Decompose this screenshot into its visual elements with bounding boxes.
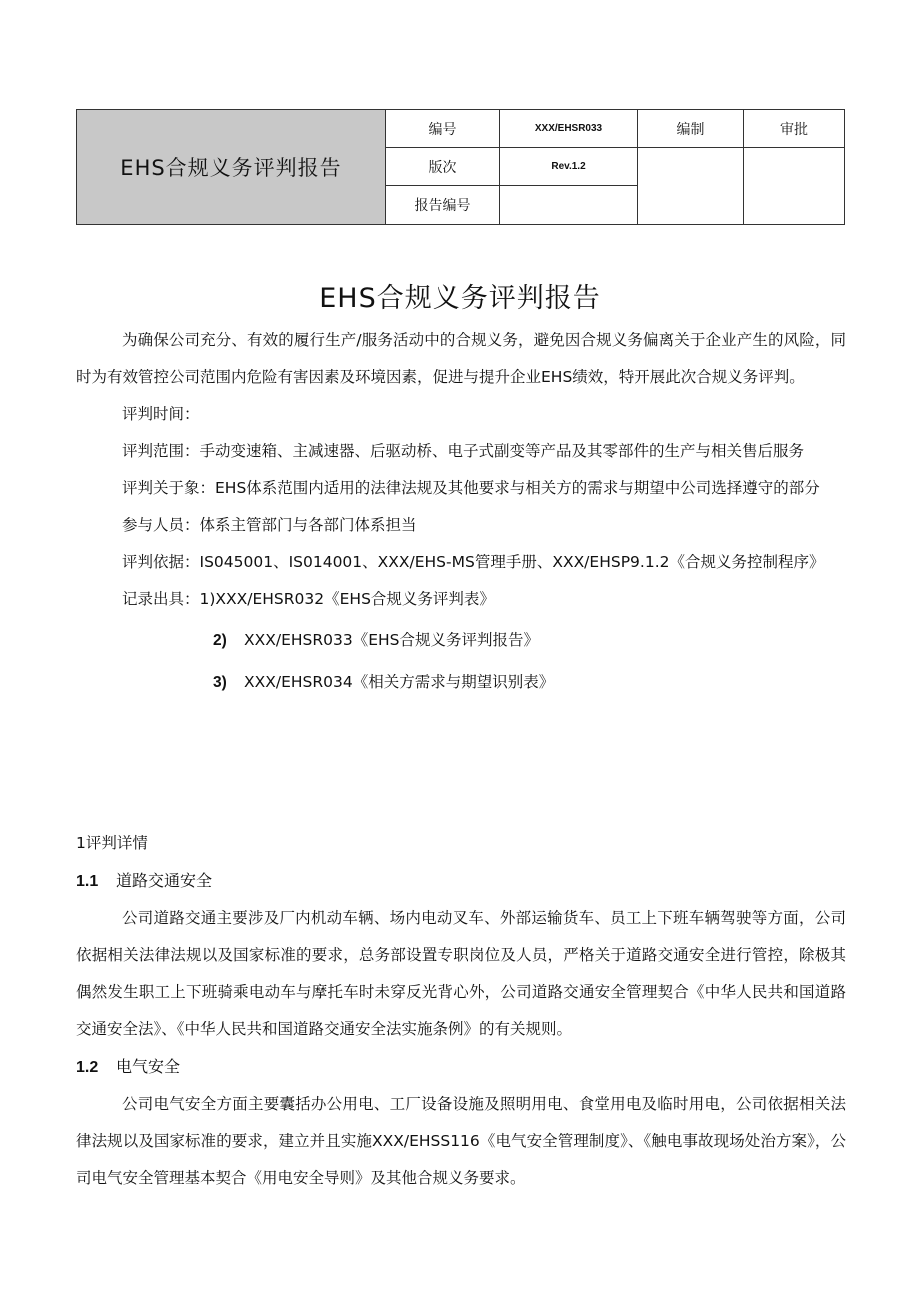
compile-signature-cell [638, 148, 744, 225]
section-1-2-number: 1.2 [76, 1059, 99, 1076]
section-1-1-title: 道路交通安全 [116, 871, 213, 890]
section-1-heading: 1评判详情 [76, 834, 148, 852]
evaluation-time: 评判时间： [122, 405, 200, 423]
intro-paragraph: 为确保公司充分、有效的履行生产/服务活动中的合规义务，避免因合规义务偏离关于企业产生的风险，同时为有效管控公司范围内危险有害因素及环境因素，促进与提升企业EHS绩效，特开展此次合规义务评判。 [76, 331, 846, 386]
label-number: 编号 [386, 110, 500, 148]
section-1-1-paragraph: 公司道路交通主要涉及厂内机动车辆、场内电动叉车、外部运输货车、员工上下班车辆驾驶等方面，公司依据相关法律法规以及国家标准的要求，总务部设置专职岗位及人员，严格关于道路交通安全进行管控，除极其偶然发生职工上下班骑乘电动车与摩托车时未穿反光背心外，公司道路交通安全管理契合《中华人民共和国道路交通安全法》、《中华人民共和国道路交通安全法实施条例》的有关规则。 [76, 909, 846, 1038]
header-title: EHS合规义务评判报告 [77, 110, 386, 225]
evaluation-basis: 评判依据：IS045001、IS014001、XXX/EHS-MS管理手册、XXX/EHSP9.1.2《合规义务控制程序》 [122, 553, 825, 571]
label-version: 版次 [386, 148, 500, 186]
header-table [76, 109, 845, 225]
label-report-number: 报告编号 [386, 186, 500, 225]
label-approve: 审批 [744, 110, 845, 148]
report-number-value [500, 186, 638, 225]
records-item-3-text: XXX/EHSR034《相关方需求与期望识别表》 [244, 673, 555, 691]
section-1-2-title: 电气安全 [116, 1057, 181, 1076]
version-value: Rev.1.2 [500, 148, 638, 186]
document-title: EHS合规义务评判报告 [319, 283, 601, 314]
section-1-2-heading [76, 1048, 846, 1086]
evaluation-scope: 评判范围：手动变速箱、主减速器、后驱动桥、电子式副变等产品及其零部件的生产与相关售后服务 [122, 442, 805, 460]
document-number: XXX/EHSR033 [500, 110, 638, 148]
records-item-3 [76, 664, 846, 701]
records-item-3-number: 3) [213, 674, 227, 691]
records-item-2-text: XXX/EHSR033《EHS合规义务评判报告》 [244, 631, 540, 649]
details-block [76, 825, 846, 1197]
records-item-2 [76, 622, 846, 659]
records-item-2-number: 2) [213, 632, 227, 649]
records-output: 记录出具：1)XXX/EHSR032《EHS合规义务评判表》 [122, 590, 495, 608]
section-1-1-number: 1.1 [76, 873, 99, 890]
label-compile: 编制 [638, 110, 744, 148]
participants: 参与人员：体系主管部门与各部门体系担当 [122, 516, 417, 534]
approve-signature-cell [744, 148, 845, 225]
evaluation-object: 评判关于象：EHS体系范围内适用的法律法规及其他要求与相关方的需求与期望中公司选择遵守的部分 [122, 479, 820, 497]
intro-block [76, 322, 846, 701]
section-1-1-heading [76, 862, 846, 900]
section-1-2-paragraph: 公司电气安全方面主要囊括办公用电、工厂设备设施及照明用电、食堂用电及临时用电，公司依据相关法律法规以及国家标准的要求，建立并且实施XXX/EHSS116《电气安全管理制度》、《触电事故现场处治方案》，公司电气安全管理基本契合《用电安全导则》及其他合规义务要求。 [76, 1095, 846, 1187]
